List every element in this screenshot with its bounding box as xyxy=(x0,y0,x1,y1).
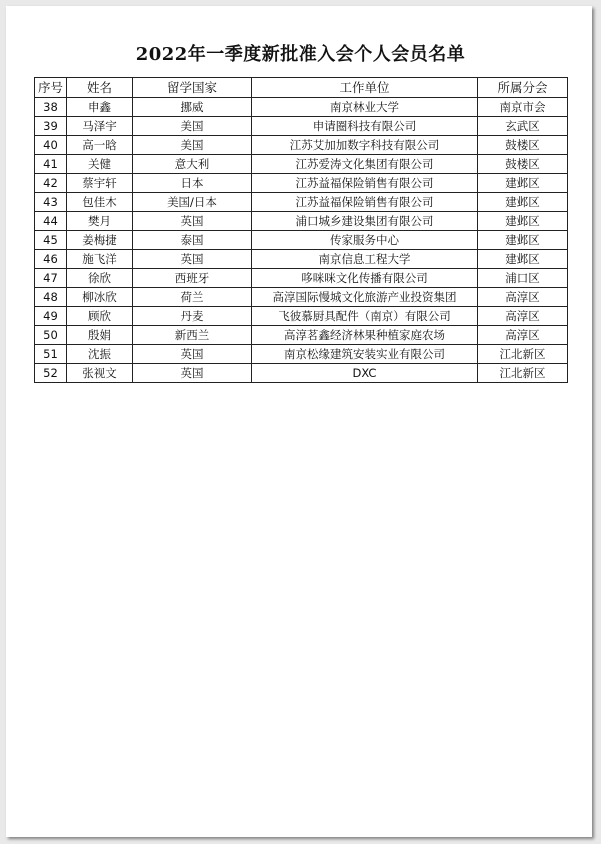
cell-country: 意大利 xyxy=(133,155,252,174)
faint-watermark xyxy=(207,380,221,410)
table-row xyxy=(35,117,568,136)
cell-branch: 高淳区 xyxy=(478,288,568,307)
cell-name: 包佳木 xyxy=(67,193,133,212)
cell-index: 46 xyxy=(35,250,67,269)
cell-country: 美国 xyxy=(133,117,252,136)
cell-branch: 建邺区 xyxy=(478,193,568,212)
cell-employer: 高淳国际慢城文化旅游产业投资集团 xyxy=(252,288,478,307)
cell-index: 47 xyxy=(35,269,67,288)
cell-index: 45 xyxy=(35,231,67,250)
cell-index: 50 xyxy=(35,326,67,345)
cell-index: 44 xyxy=(35,212,67,231)
cell-branch: 玄武区 xyxy=(478,117,568,136)
table-row xyxy=(35,193,568,212)
cell-branch: 建邺区 xyxy=(478,212,568,231)
cell-index: 40 xyxy=(35,136,67,155)
cell-name: 施飞洋 xyxy=(67,250,133,269)
cell-branch: 江北新区 xyxy=(478,364,568,383)
cell-name: 殷娟 xyxy=(67,326,133,345)
cell-employer: 江苏益福保险销售有限公司 xyxy=(252,174,478,193)
cell-index: 52 xyxy=(35,364,67,383)
cell-index: 48 xyxy=(35,288,67,307)
cell-name: 姜梅捷 xyxy=(67,231,133,250)
cell-employer: DXC xyxy=(252,364,478,383)
cell-employer: 江苏艾加加数字科技有限公司 xyxy=(252,136,478,155)
cell-branch: 高淳区 xyxy=(478,307,568,326)
header-branch: 所属分会 xyxy=(478,78,568,98)
header-row xyxy=(35,78,568,98)
cell-employer: 哆咪咪文化传播有限公司 xyxy=(252,269,478,288)
cell-name: 申鑫 xyxy=(67,98,133,117)
table-row xyxy=(35,269,568,288)
cell-name: 樊月 xyxy=(67,212,133,231)
cell-employer: 申请圈科技有限公司 xyxy=(252,117,478,136)
table-row xyxy=(35,307,568,326)
cell-branch: 鼓楼区 xyxy=(478,155,568,174)
cell-country: 丹麦 xyxy=(133,307,252,326)
cell-country: 日本 xyxy=(133,174,252,193)
cell-employer: 传家服务中心 xyxy=(252,231,478,250)
table-row xyxy=(35,155,568,174)
table-row xyxy=(35,250,568,269)
cell-employer: 高淳茗鑫经济林果种植家庭农场 xyxy=(252,326,478,345)
cell-index: 39 xyxy=(35,117,67,136)
cell-country: 新西兰 xyxy=(133,326,252,345)
cell-branch: 建邺区 xyxy=(478,174,568,193)
table-row xyxy=(35,212,568,231)
cell-name: 张视文 xyxy=(67,364,133,383)
cell-branch: 高淳区 xyxy=(478,326,568,345)
table-row xyxy=(35,288,568,307)
cell-name: 徐欣 xyxy=(67,269,133,288)
cell-index: 42 xyxy=(35,174,67,193)
cell-index: 41 xyxy=(35,155,67,174)
table-row xyxy=(35,136,568,155)
cell-country: 荷兰 xyxy=(133,288,252,307)
cell-country: 英国 xyxy=(133,364,252,383)
cell-index: 49 xyxy=(35,307,67,326)
cell-branch: 浦口区 xyxy=(478,269,568,288)
cell-employer: 飞彼慕厨具配件（南京）有限公司 xyxy=(252,307,478,326)
cell-branch: 鼓楼区 xyxy=(478,136,568,155)
cell-employer: 浦口城乡建设集团有限公司 xyxy=(252,212,478,231)
cell-branch: 建邺区 xyxy=(478,231,568,250)
table-row xyxy=(35,345,568,364)
cell-index: 51 xyxy=(35,345,67,364)
cell-country: 英国 xyxy=(133,250,252,269)
cell-country: 挪威 xyxy=(133,98,252,117)
cell-employer: 江苏爱涛文化集团有限公司 xyxy=(252,155,478,174)
header-name: 姓名 xyxy=(67,78,133,98)
header-country: 留学国家 xyxy=(133,78,252,98)
cell-country: 美国/日本 xyxy=(133,193,252,212)
cell-country: 英国 xyxy=(133,345,252,364)
table-row xyxy=(35,174,568,193)
cell-branch: 江北新区 xyxy=(478,345,568,364)
table-row xyxy=(35,364,568,383)
header-employer: 工作单位 xyxy=(252,78,478,98)
table-row xyxy=(35,98,568,117)
cell-country: 西班牙 xyxy=(133,269,252,288)
cell-name: 柳冰欣 xyxy=(67,288,133,307)
cell-name: 马泽宇 xyxy=(67,117,133,136)
header-index: 序号 xyxy=(35,78,67,98)
cell-name: 高一晗 xyxy=(67,136,133,155)
cell-employer: 南京松缘建筑安装实业有限公司 xyxy=(252,345,478,364)
cell-name: 关健 xyxy=(67,155,133,174)
cell-country: 泰国 xyxy=(133,231,252,250)
cell-name: 沈振 xyxy=(67,345,133,364)
cell-employer: 南京信息工程大学 xyxy=(252,250,478,269)
cell-country: 英国 xyxy=(133,212,252,231)
cell-branch: 南京市会 xyxy=(478,98,568,117)
cell-employer: 南京林业大学 xyxy=(252,98,478,117)
cell-index: 38 xyxy=(35,98,67,117)
document-title: 2022年一季度新批准入会个人会员名单 xyxy=(135,44,466,65)
cell-name: 顾欣 xyxy=(67,307,133,326)
table-row xyxy=(35,231,568,250)
member-table xyxy=(34,77,568,383)
cell-employer: 江苏益福保险销售有限公司 xyxy=(252,193,478,212)
cell-country: 美国 xyxy=(133,136,252,155)
cell-index: 43 xyxy=(35,193,67,212)
table-row xyxy=(35,326,568,345)
cell-name: 蔡宇轩 xyxy=(67,174,133,193)
cell-branch: 建邺区 xyxy=(478,250,568,269)
